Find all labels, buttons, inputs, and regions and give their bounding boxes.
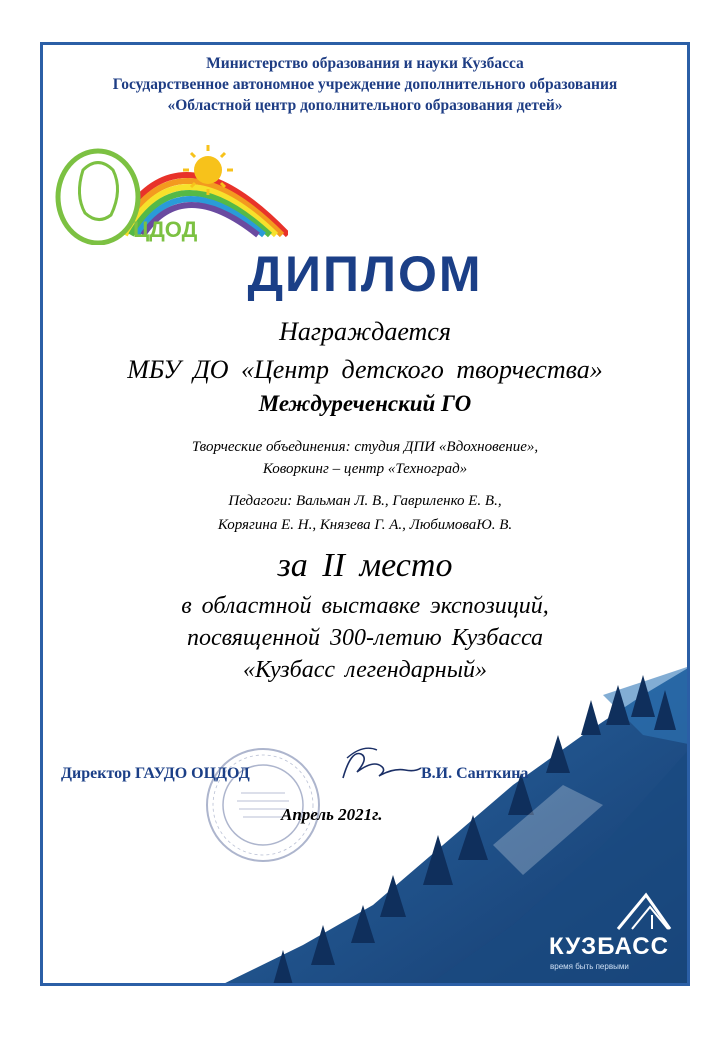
place-line: за II место: [277, 547, 453, 584]
ministry-header: [43, 53, 687, 116]
associations-line-2: Коворкинг – центр «Техноград»: [262, 461, 468, 477]
handwritten-signature: [333, 740, 423, 790]
awarded-label: Награждается: [279, 317, 451, 346]
issue-date: Апрель 2021г.: [281, 805, 383, 824]
director-name: В.И. Санткина: [421, 765, 529, 782]
director-title: Директор ГАУДО ОЦДОД: [61, 765, 250, 782]
diploma-frame: [40, 42, 690, 986]
header-line-institution: Государственное автономное учреждение дополнительного образования: [112, 76, 618, 93]
kuzbass-tagline: время быть первыми: [550, 962, 629, 971]
associations-line-1: Творческие объединения: студия ДПИ «Вдохновение»,: [191, 439, 539, 455]
logo-text: ЦДОД: [133, 217, 198, 242]
cdod-logo: [53, 125, 288, 245]
description-line-1: в областной выставке экспозиций,: [181, 593, 549, 619]
header-line-ministry: Министерство образования и науки Кузбасса: [206, 55, 524, 72]
recipient-org: МБУ ДО «Центр детского творчества»: [127, 355, 603, 384]
diploma-title: ДИПЛОМ: [247, 246, 483, 302]
header-line-center: «Областной центр дополнительного образования детей»: [167, 97, 563, 114]
recipient-district: Междуреченский ГО: [258, 391, 472, 416]
description-line-2: посвященной 300-летию Кузбасса: [186, 625, 544, 651]
description-line-3: «Кузбасс легендарный»: [243, 657, 487, 683]
kuzbass-brand-name: КУЗБАСС: [549, 933, 669, 960]
teachers-line-2: Корягина Е. Н., Князева Г. А., ЛюбимоваЮ. В.: [217, 517, 513, 533]
teachers-line-1: Педагоги: Вальман Л. В., Гавриленко Е. В.,: [228, 493, 502, 509]
